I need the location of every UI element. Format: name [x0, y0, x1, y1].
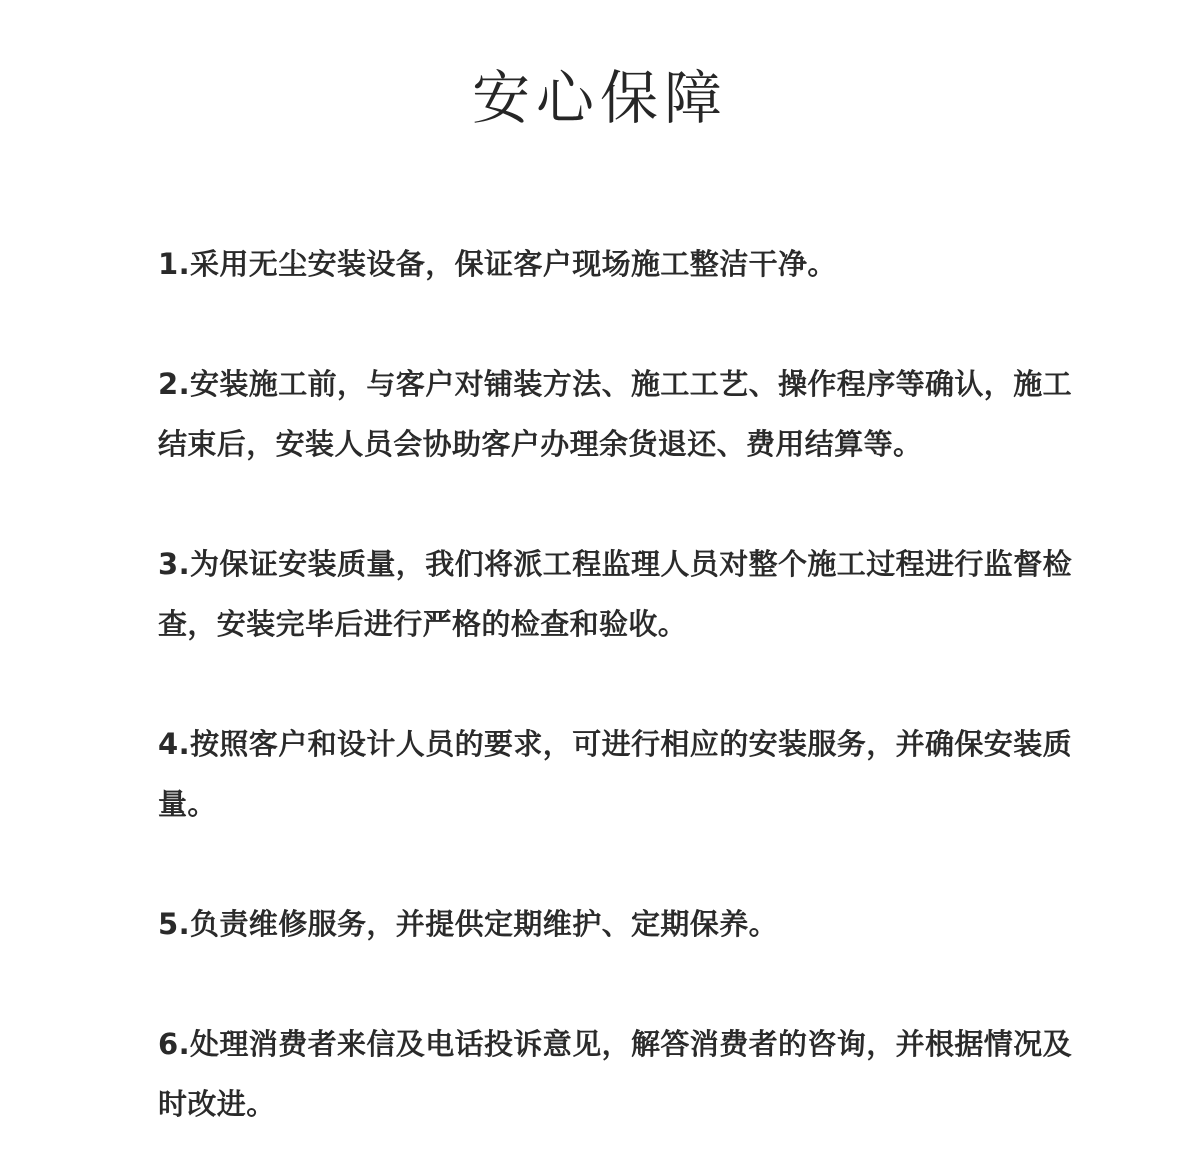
guarantee-item-1: 1.采用无尘安装设备，保证客户现场施工整洁干净。	[158, 247, 837, 281]
guarantee-item-4: 4.按照客户和设计人员的要求，可进行相应的安装服务，并确保安装质量。	[158, 727, 1072, 821]
guarantee-item-2: 2.安装施工前，与客户对铺装方法、施工工艺、操作程序等确认，施工结束后，安装人员会协助客户办理余货退还、费用结算等。	[158, 367, 1072, 461]
guarantee-item-3: 3.为保证安装质量，我们将派工程监理人员对整个施工过程进行监督检查，安装完毕后进行严格的检查和验收。	[158, 547, 1072, 641]
guarantee-item-6: 6.处理消费者来信及电话投诉意见，解答消费者的咨询，并根据情况及时改进。	[158, 1027, 1072, 1121]
guarantee-item-5: 5.负责维修服务，并提供定期维护、定期保养。	[158, 907, 778, 941]
page-title: 安心保障	[471, 64, 728, 132]
